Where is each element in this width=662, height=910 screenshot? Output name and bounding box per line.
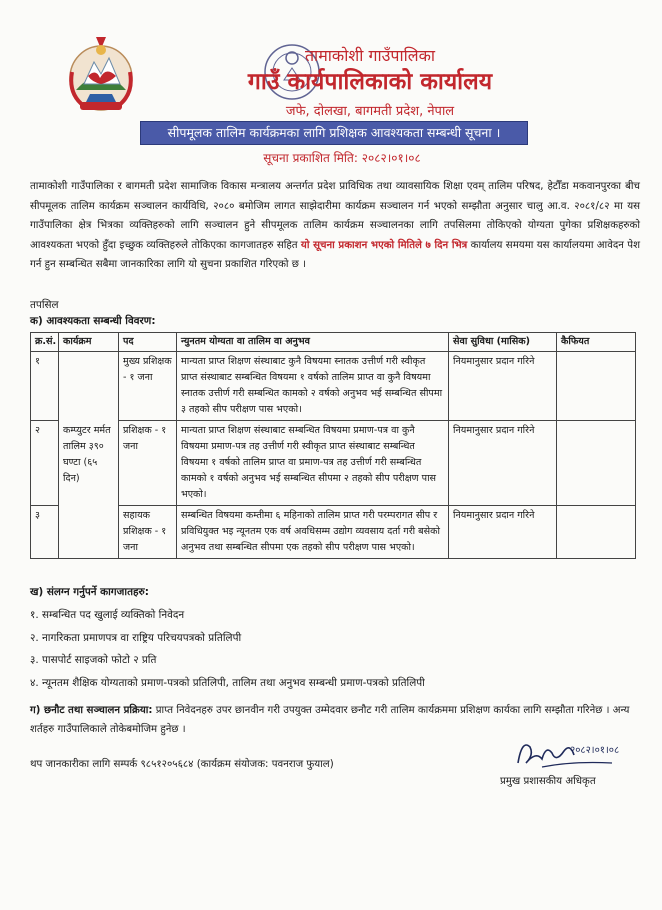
header-facility: सेवा सुविधा (मासिक): [449, 333, 557, 352]
header-serial: क्र.सं.: [31, 333, 59, 352]
notice-title-banner: सीपमूलक तालिम कार्यक्रमका लागि प्रशिक्षक आवश्यकता सम्बन्धी सूचना ।: [140, 121, 528, 145]
table-header-row: [31, 333, 636, 352]
section-b-title: ख) संलग्न गर्नुपर्ने कागजातहरु:: [30, 586, 149, 598]
signer-title: प्रमुख प्रशासकीय अधिकृत: [500, 776, 596, 787]
cell-facility: नियमानुसार प्रदान गरिने: [449, 421, 557, 506]
cell-facility: नियमानुसार प्रदान गरिने: [449, 506, 557, 559]
cell-remarks: [557, 352, 636, 421]
cell-post: प्रशिक्षक - १ जना: [119, 421, 177, 506]
documents-list: [30, 604, 425, 694]
deadline-highlight: यो सूचना प्रकाशन भएको मितिले ७ दिन भित्र: [300, 239, 468, 251]
cell-facility: नियमानुसार प्रदान गरिने: [449, 352, 557, 421]
cell-remarks: [557, 506, 636, 559]
list-item: १. सम्बन्धित पद खुलाई व्यक्तिको निवेदन: [30, 609, 185, 621]
published-date: सूचना प्रकाशित मिति: २०८२।०१।०८: [263, 151, 421, 165]
signature-date: २०८२।०१।०८: [570, 745, 620, 756]
table-row: [31, 506, 636, 559]
list-item: ४. न्यूनतम शैक्षिक योग्यताको प्रमाण-पत्रको प्रतिलिपी, तालिम तथा अनुभव सम्बन्धी प्रमाण-पत्रको प्रतिलिपी: [30, 676, 425, 689]
list-item: २. नागरिकता प्रमाणपत्र वा राष्ट्रिय परिचयपत्रको प्रतिलिपी: [30, 631, 242, 644]
cell-program: कम्प्युटर मर्मत तालिम ३९० घण्टा (६५ दिन): [59, 352, 119, 559]
list-item: ३. पासपोर्ट साइजको फोटो २ प्रति: [30, 654, 157, 666]
signature: [512, 733, 622, 777]
intro-text-end: कार्यालय समयमा यस कार्यालयमा आवेदन पेश गर्न हुन सम्बन्धित सबैमा जानकारिका लागि यो सुचना प्रकाशित गरिएको छ ।: [30, 239, 641, 270]
cell-serial: ३: [31, 506, 59, 559]
cell-post: सहायक प्रशिक्षक - १ जना: [119, 506, 177, 559]
header-post: पद: [119, 333, 177, 352]
cell-serial: १: [31, 352, 59, 421]
cell-qualification: मान्यता प्राप्त शिक्षण संस्थाबाट कुनै विषयमा स्नातक उत्तीर्ण गरी स्वीकृत प्राप्त संस्थाबाट सम्बन्धित विषयमा १ वर्षको तालिम प्राप्त वा कुनै विषयमा स्नातक उत्तीर्ण गरी सम्बन्धित कामको २ वर्षको अनुभव भई सम्बन्धित सीपमा ३ तहको सीप परीक्षण पास भएको।: [177, 352, 449, 421]
cell-qualification: सम्बन्धित विषयमा कम्तीमा ६ महिनाको तालिम प्राप्त गरी परम्परागत सीप र प्रविधियुक्त भइ न्यूनतम एक वर्ष अवधिसम्म उद्योग व्यवसाय दर्ता गरी बसेको अनुभव तथा सम्बन्धित सीपमा एक तहको सीप परीक्षण पास भएको।: [177, 506, 449, 559]
requirements-table: [30, 332, 636, 559]
office-address: जफे, दोलखा, बागमती प्रदेश, नेपाल: [285, 104, 455, 119]
cell-qualification: मान्यता प्राप्त शिक्षण संस्थाबाट सम्बन्धित विषयमा प्रमाण-पत्र वा कुनै विषयमा प्रमाण-पत्र तह उत्तीर्ण गरी स्वीकृत प्राप्त संस्थाबाट सम्बन्धित विषयमा १ वर्षको तालिम प्राप्त वा प्रमाण-पत्र तह उत्तीर्ण गरी सम्बन्धित कामको १ वर्षको अनुभव भई सम्बन्धित सीपमा २ तहको सीप परीक्षण पास भएको।: [177, 421, 449, 506]
cell-remarks: [557, 421, 636, 506]
section-c-text: प्राप्त निवेदनहरु उपर छानवीन गरी उपयुक्त उम्मेदवार छनौट गरी तालिम कार्यक्रममा प्रशिक्षण कार्यका लागि सम्झौता गरिनेछ । अन्य शर्तहरु गाउँपालिकाले तोकेबमोजिम हुनेछ ।: [30, 705, 630, 735]
section-c-title: ग) छनौट तथा सञ्चालन प्रक्रिया:: [30, 705, 153, 716]
cell-post: मुख्य प्रशिक्षक - १ जना: [119, 352, 177, 421]
municipality-name: तामाकोशी गाउँपालिका: [304, 46, 436, 65]
table-row: [31, 421, 636, 506]
intro-text: तामाकोशी गाउँपालिका र बागमती प्रदेश सामाजिक विकास मन्त्रालय अन्तर्गत प्रदेश प्राविधिक तथा व्यावसायिक शिक्षा एवम् तालिम परिषद, हेटौँडा मकवानपुरका बीच सीपमूलक तालिम कार्यक्रम सञ्चालन कार्यविधि, २०८० बमोजिम लागत साझेदारीमा कार्यक्रम सञ्चालन गर्न भएको सम्झौता अनुसार चालु आ.व. २०८१/८२ मा यस गाउँपालिका क्षेत्र भित्रका व्यक्तिहरुको लागि सञ्चालन हुने सीपमूलक तालिम कार्यक्रम सञ्चालनका लागि तपसिलमा तोकिएको योग्यता पुगेका प्रशिक्षकहरुको आवश्यकता भएको हुँदा इच्छुक व्यक्तिहरुले तोकिएका कागजातहरु सहित: [30, 181, 640, 251]
header-program: कार्यक्रम: [59, 333, 119, 352]
office-name: गाउँ कार्यपालिकाको कार्यालय: [247, 69, 493, 95]
header-qualification: न्युनतम योग्यता वा तालिम वा अनुभव: [177, 333, 449, 352]
cell-serial: २: [31, 421, 59, 506]
table-row: [31, 352, 636, 421]
header-remarks: कैफियत: [557, 333, 636, 352]
details-label: तपसिल: [30, 299, 59, 311]
intro-paragraph: [30, 177, 640, 275]
section-a-title: क) आवश्यकता सम्बन्धी विवरण:: [30, 315, 156, 327]
contact-info: थप जानकारीका लागि सम्पर्क ९८५१२०५६८४ (कार्यक्रम संयोजक: पवनराज फुयाल): [30, 759, 334, 770]
